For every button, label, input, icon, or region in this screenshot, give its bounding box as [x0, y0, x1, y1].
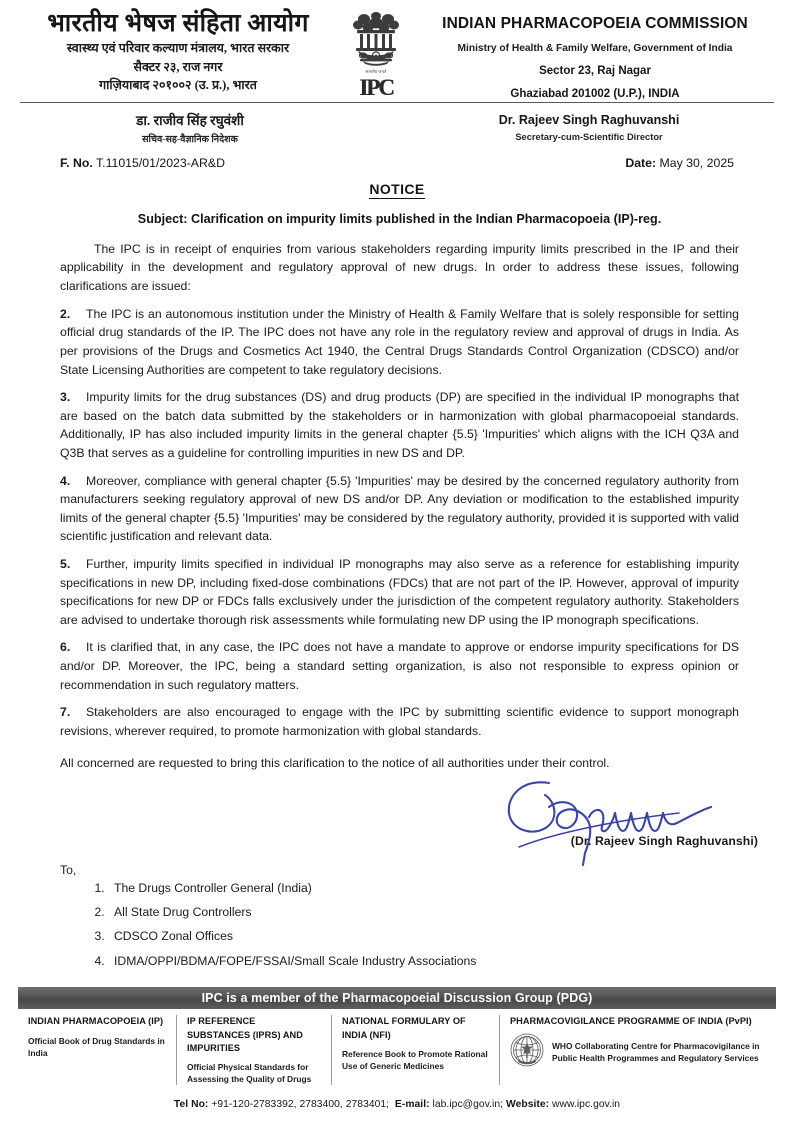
paragraph-2-number: 2.	[60, 306, 71, 321]
file-number-block	[60, 156, 225, 170]
ministry-line: Ministry of Health & Family Welfare, Government of India	[457, 43, 733, 55]
footer-column-title: INDIAN PHARMACOPOEIA (IP)	[28, 1016, 164, 1027]
letterhead-hindi-block	[28, 8, 328, 95]
footer-column-ip	[18, 1015, 176, 1085]
address-line-2: Ghaziabad 201002 (U.P.), INDIA	[510, 88, 680, 101]
recipients-list	[108, 882, 734, 967]
letterhead	[0, 0, 794, 100]
who-row	[510, 1033, 766, 1072]
website-value: www.ipc.gov.in	[552, 1099, 621, 1110]
hindi-ministry-line: स्वास्थ्य एवं परिवार कल्याण मंत्रालय, भारत सरकार	[66, 40, 290, 55]
paragraph-1: The IPC is in receipt of enquiries from various stakeholders regarding impurity limits prescribed in the IP and their applicability in the development and regulatory approval of new drugs. In order to address these issues, following clarifications are issued:	[60, 241, 739, 294]
list-item: 3. CDSCO Zonal Offices	[108, 930, 734, 942]
page-footer	[0, 987, 794, 1123]
website-label: Website:	[506, 1099, 550, 1110]
paragraph-6-text: It is clarified that, in any case, the IPC does not have a mandate to approve or endorse impurity specifications for DS and/or DP. Moreover, the IPC, being a standard setting organization, is also not responsible to express opinion or recommendation in such regulatory matters.	[60, 640, 739, 692]
ashoka-emblem-icon	[350, 10, 402, 72]
signatory-name-english: Dr. Rajeev Singh Raghuvanshi	[498, 113, 680, 127]
footer-columns	[18, 1015, 776, 1085]
paragraph-4-number: 4.	[60, 473, 71, 488]
hindi-address-line-1: सैक्टर २३, राज नगर	[133, 59, 223, 74]
letterhead-logo-block	[328, 8, 424, 99]
contact-line	[0, 1085, 794, 1123]
footer-column-title: PHARMACOVIGILANCE PROGRAMME OF INDIA (PvPI)	[510, 1016, 752, 1027]
paragraph-2	[60, 305, 739, 379]
signatory-hindi	[60, 112, 320, 145]
date-block	[625, 156, 734, 170]
footer-column-pvpi	[499, 1015, 776, 1085]
paragraph-4	[60, 472, 739, 546]
pdg-banner-text: IPC is a member of the Pharmacopoeial Discussion Group (PDG)	[201, 991, 593, 1006]
footer-column-iprs	[176, 1015, 331, 1085]
paragraph-2-text: The IPC is an autonomous institution under the Ministry of Health & Family Welfare that is solely responsible for setting official drug standards of the IP. The IPC does not have any role in the regulatory review and approval of drugs in India. As per provisions of the Drugs and Cosmetics Act 1940, the Central Drugs Standards Control Organization (CDSCO) and/or State Licensing Authorities are competent to take regulatory decisions.	[60, 306, 739, 377]
notice-heading	[0, 181, 794, 197]
closing-paragraph: All concerned are requested to bring this clarification to the notice of all authorities under their control.	[60, 756, 610, 771]
signatory-english	[444, 112, 734, 145]
notice-heading-text: NOTICE	[369, 181, 425, 198]
recipients-block	[0, 863, 794, 967]
letterhead-english-block	[424, 8, 766, 103]
hindi-org-title: भारतीय भेषज संहिता आयोग	[47, 10, 309, 37]
signatory-name-hindi: डा. राजीव सिंह रघुवंशी	[136, 113, 244, 128]
signature-caption: (Dr. Rajeev Singh Raghuvanshi)	[570, 834, 758, 849]
hindi-address-line-2: गाज़ियाबाद २०१००२ (उ. प्र.), भारत	[99, 78, 257, 93]
tel-value: +91-120-2783392, 2783400, 2783401;	[211, 1099, 390, 1110]
footer-column-description: Reference Book to Promote Rational Use of Generic Medicines	[342, 1048, 488, 1071]
address-line-1: Sector 23, Raj Nagar	[539, 64, 651, 77]
file-number-label: F. No.	[60, 156, 93, 171]
paragraph-5	[60, 555, 739, 629]
organization-name: INDIAN PHARMACOPOEIA COMMISSION	[442, 15, 748, 32]
list-item: 2. All State Drug Controllers	[108, 906, 734, 918]
paragraph-6	[60, 638, 739, 694]
footer-column-description: WHO Collaborating Centre for Pharmacovigilance in Public Health Programmes and Regulatory Services	[552, 1040, 760, 1063]
footer-column-description: Official Book of Drug Standards in India	[28, 1035, 165, 1058]
paragraph-7-number: 7.	[60, 705, 71, 720]
date-value: May 30, 2025	[659, 156, 734, 171]
list-item: 1. The Drugs Controller General (India)	[108, 882, 734, 894]
signatory-strip	[0, 103, 794, 145]
paragraph-3-number: 3.	[60, 390, 71, 405]
paragraph-7	[60, 703, 739, 740]
document-body	[0, 211, 794, 773]
paragraph-3	[60, 388, 739, 462]
pdg-banner	[18, 987, 776, 1009]
to-label: To,	[60, 863, 77, 878]
paragraph-4-text: Moreover, compliance with general chapter {5.5} 'Impurities' may be desired by the concerned regulatory authority from manufacturers seeking regulatory approval of new DS and/or DP. Any deviation or modification to the established impurity limits of the general chapter {5.5} 'Impurities' may be considered by the regulatory authority, provided it is supported with valid scientific justification and relevant data.	[60, 473, 739, 544]
paragraph-7-text: Stakeholders are also encouraged to engage with the IPC by submitting scientific evidence to support monograph revisions, wherever required, to promote harmonization with global standards.	[60, 705, 739, 738]
ipc-logo-mark: IPC	[359, 75, 393, 100]
paragraph-3-text: Impurity limits for the drug substances (DS) and drug products (DP) are specified in the individual IP monographs that are based on the batch data submitted by the stakeholders or in harmonization with global pharmacopoeial standards. Additionally, IP has also included impurity limits in the general chapter {5.5} 'Impurities' which aligns with the ICH Q3A and Q3B that serves as a guideline for controlling impurities in new DS and DP.	[60, 390, 739, 460]
reference-row	[0, 145, 794, 170]
list-item: 4. IDMA/OPPI/BDMA/FOPE/FSSAI/Small Scale Industry Associations	[108, 955, 734, 967]
signature-zone	[0, 779, 794, 871]
signatory-designation-hindi: सचिव-सह-वैज्ञानिक निदेशक	[142, 135, 238, 146]
file-number-value: T.11015/01/2023-AR&D	[96, 156, 225, 171]
email-label: E-mail:	[394, 1099, 430, 1110]
tel-label: Tel No:	[173, 1099, 209, 1110]
subject-line: Subject: Clarification on impurity limits published in the Indian Pharmacopoeia (IP)-reg.	[137, 212, 662, 227]
paragraph-5-number: 5.	[60, 556, 71, 571]
footer-column-description: Official Physical Standards for Assessing the Quality of Drugs	[187, 1061, 312, 1084]
paragraph-5-text: Further, impurity limits specified in individual IP monographs may also serve as a reference for establishing impurity specifications in new DP, including fixed-dose combinations (FDCs) that are not part of the IP. However, approval of impurity specifications for new DP or FDCs falls exclusively under the jurisdiction of the competent regulatory authority. Stakeholders are advised to undertake thorough risk assessments while formulating new DP using the IP monograph specifications.	[60, 556, 739, 627]
emblem-caption: सत्यमेव जयते	[365, 69, 387, 74]
footer-column-nfi	[331, 1015, 499, 1085]
footer-column-title: IP REFERENCE SUBSTANCES (IPRS) AND IMPURITIES	[187, 1016, 303, 1053]
date-label: Date:	[625, 156, 657, 171]
signatory-designation-english: Secretary-cum-Scientific Director	[515, 131, 663, 142]
email-value: lab.ipc@gov.in;	[432, 1099, 504, 1110]
footer-column-title: NATIONAL FORMULARY OF INDIA (NFI)	[342, 1016, 466, 1040]
handwritten-signature-icon	[489, 777, 719, 872]
paragraph-6-number: 6.	[60, 640, 71, 655]
who-logo-icon	[510, 1033, 544, 1072]
